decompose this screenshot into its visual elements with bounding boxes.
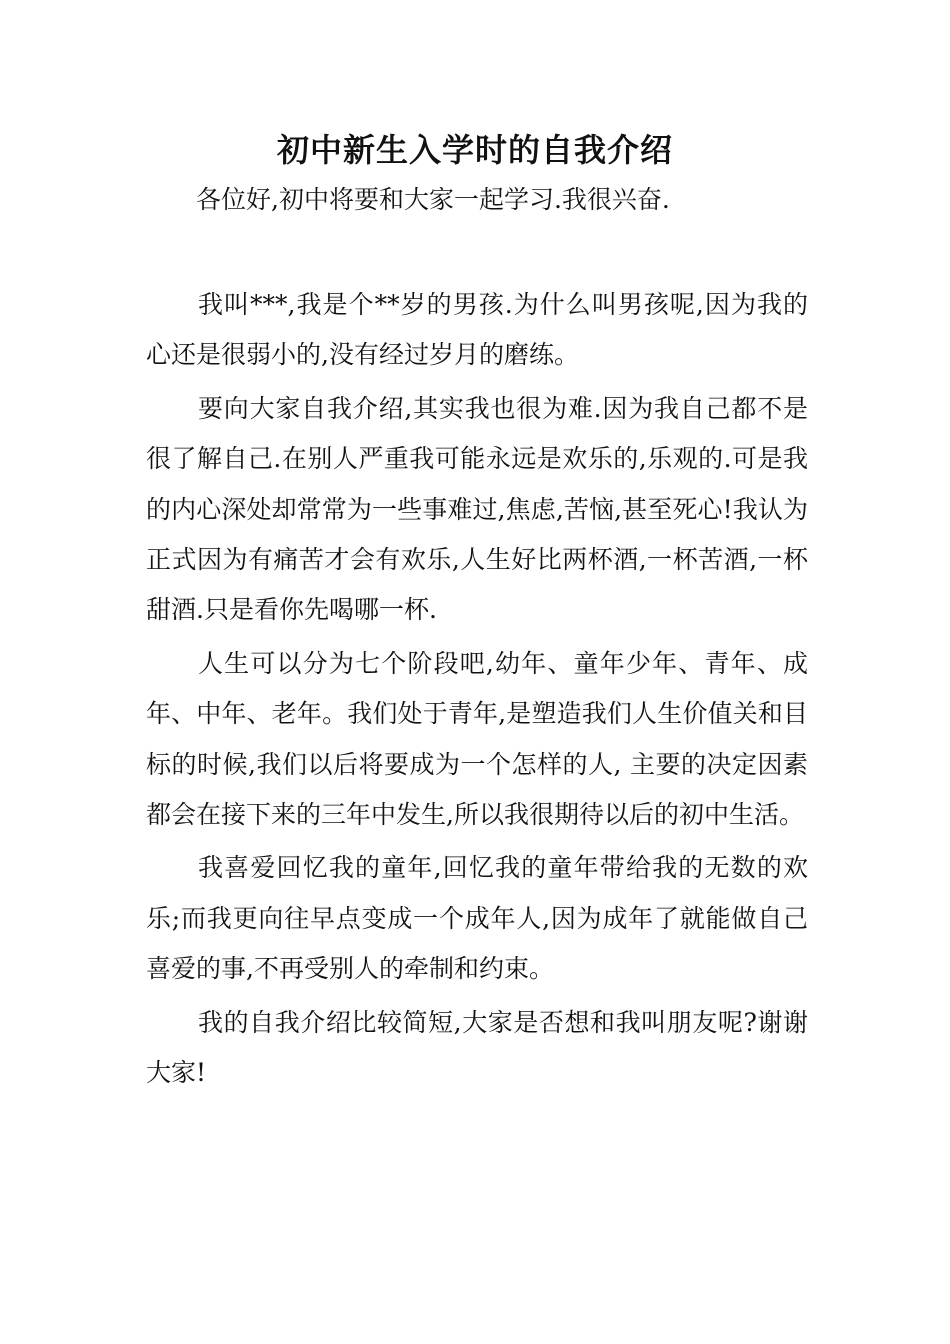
paragraph-5: 我的自我介绍比较简短,大家是否想和我叫朋友呢?谢谢大家! bbox=[146, 1007, 808, 1088]
paragraph-4: 我喜爱回忆我的童年,回忆我的童年带给我的无数的欢乐;而我更向往早点变成一个成年人,因为成年了就能做自己喜爱的事,不再受别人的牵制和约束。 bbox=[146, 853, 808, 984]
paragraph-1: 我叫***,我是个**岁的男孩.为什么叫男孩呢,因为我的心还是很弱小的,没有经过岁月的磨练。 bbox=[146, 290, 808, 370]
document-title: 初中新生入学时的自我介绍 bbox=[276, 131, 673, 169]
document-subtitle: 各位好,初中将要和大家一起学习.我很兴奋. bbox=[196, 185, 670, 214]
paragraph-3: 人生可以分为七个阶段吧,幼年、童年少年、青年、成年、中年、老年。我们处于青年,是塑造我们人生价值关和目标的时候,我们以后将要成为一个怎样的人, 主要的决定因素都会在接下来的三年中发生,所以我很期待以后的初中生活。 bbox=[146, 648, 808, 830]
document-body bbox=[146, 280, 808, 1099]
paragraph-2: 要向大家自我介绍,其实我也很为难.因为我自己都不是很了解自己.在别人严重我可能永远是欢乐的,乐观的.可是我的内心深处却常常为一些事难过,焦虑,苦恼,甚至死心!我认为正式因为有痛苦才会有欢乐,人生好比两杯酒,一杯苦酒,一杯甜酒.只是看你先喝哪一杯. bbox=[146, 393, 808, 625]
